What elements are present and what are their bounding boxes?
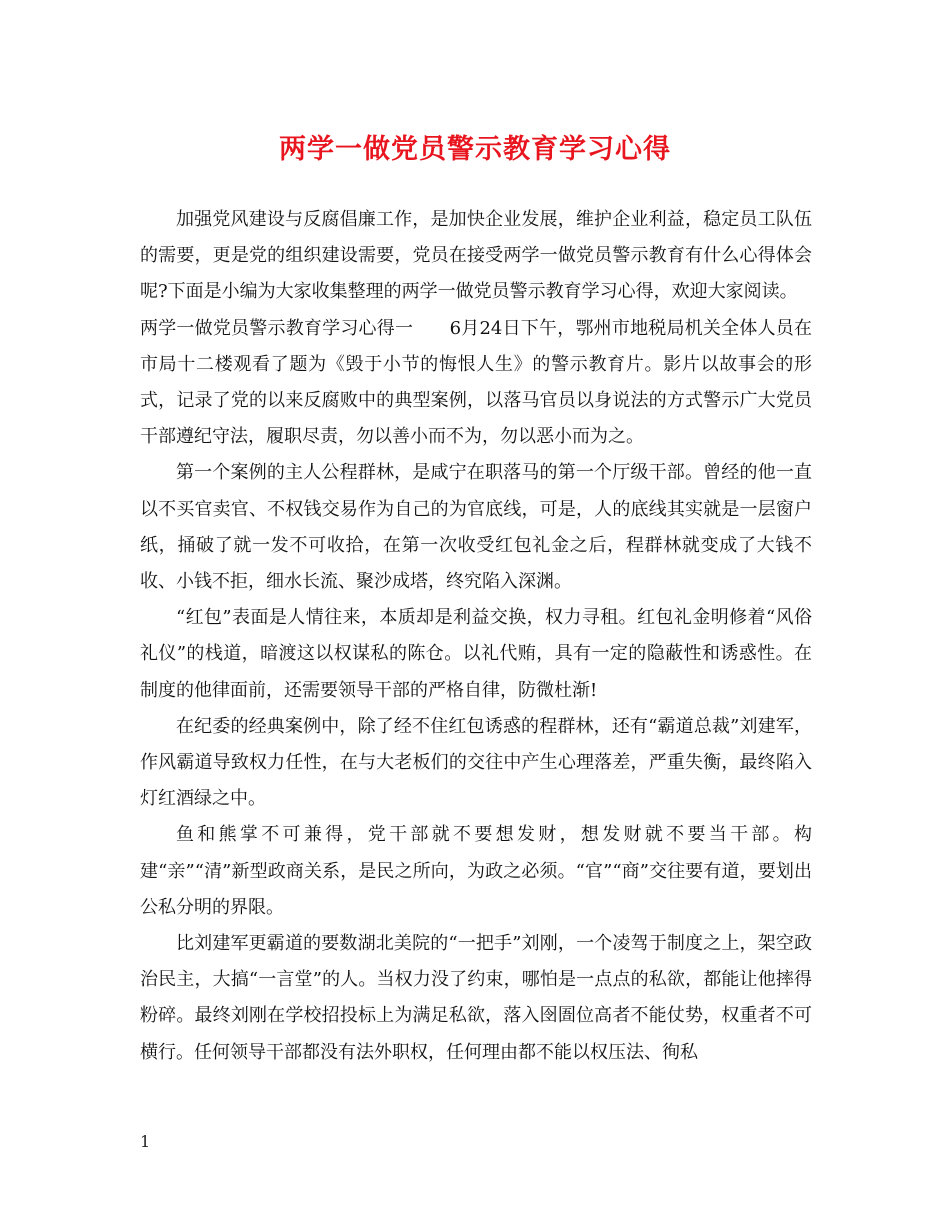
paragraph-red-envelope: “红包”表面是人情往来，本质却是利益交换，权力寻租。红包礼金明修着“风俗礼仪”的栈道，暗渡这以权谋私的陈仓。以礼代贿，具有一定的隐蔽性和诱惑性。在制度的他律面前，还需要领导干部的严格自律，防微杜渐!	[140, 607, 812, 701]
document-body	[140, 202, 812, 1071]
paragraph-case-three: 比刘建军更霸道的要数湖北美院的“一把手”刘刚，一个凌驾于制度之上，架空政治民主，大搞“一言堂”的人。当权力没了约束，哪怕是一点点的私欲，都能让他摔得粉碎。最终刘刚在学校招投标上为满足私欲，落入囹圄位高者不能仗势，权重者不可横行。任何领导干部都没有法外职权，任何理由都不能以权压法、徇私	[140, 933, 812, 1063]
paragraph-section-one: 两学一做党员警示教育学习心得一 6月24日下午，鄂州市地税局机关全体人员在市局十二楼观看了题为《毁于小节的悔恨人生》的警示教育片。影片以故事会的形式，记录了党的以来反腐败中的典型案例，以落马官员以身说法的方式警示广大党员干部遵纪守法，履职尽责，勿以善小而不为，勿以恶小而为之。	[140, 317, 812, 448]
paragraph-relations: 鱼和熊掌不可兼得，党干部就不要想发财，想发财就不要当干部。构建“亲”“清”新型政商关系，是民之所向，为政之必须。“官”“商”交往要有道，要划出公私分明的界限。	[140, 824, 812, 918]
page-title: 两学一做党员警示教育学习心得	[279, 134, 671, 165]
paragraph-case-one: 第一个案例的主人公程群林，是咸宁在职落马的第一个厅级干部。曾经的他一直以不买官卖官、不权钱交易作为自己的为官底线，可是，人的底线其实就是一层窗户纸，捅破了就一发不可收拾，在第一次收受红包礼金之后，程群林就变成了大钱不收、小钱不拒，细水长流、聚沙成塔，终究陷入深渊。	[140, 462, 812, 593]
paragraph-case-two: 在纪委的经典案例中，除了经不住红包诱惑的程群林，还有“霸道总裁”刘建军，作风霸道导致权力任性，在与大老板们的交往中产生心理落差，严重失衡，最终陷入灯红酒绿之中。	[140, 715, 812, 810]
paragraph-intro: 加强党风建设与反腐倡廉工作，是加快企业发展，维护企业利益，稳定员工队伍的需要，更是党的组织建设需要，党员在接受两学一做党员警示教育有什么心得体会呢?下面是小编为大家收集整理的两学一做党员警示教育学习心得，欢迎大家阅读。	[140, 209, 812, 303]
page-number: 1	[140, 1132, 151, 1151]
